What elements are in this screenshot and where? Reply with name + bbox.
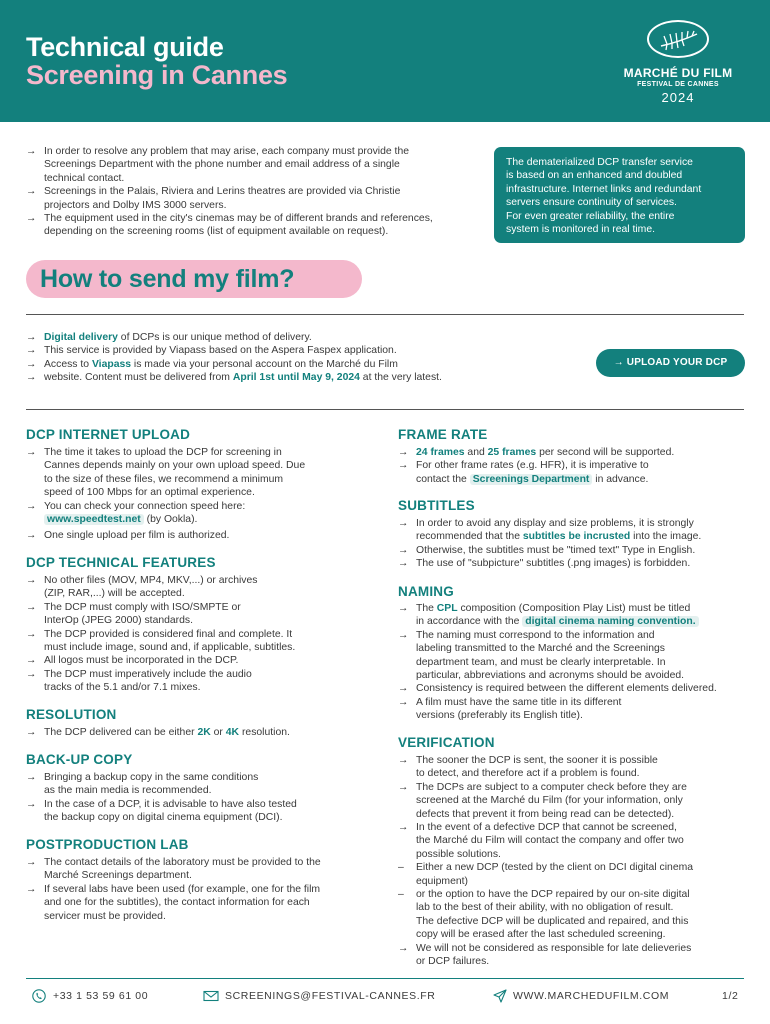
cpl-text: CPL bbox=[436, 603, 458, 614]
list-item: → A film must have the same title in its different versions (preferably its English title). bbox=[398, 696, 622, 722]
list-item: → All logos must be incorporated in the DCP. bbox=[26, 655, 239, 667]
list-item-text: technical contact. bbox=[44, 172, 125, 184]
list-item-text: All logos must be incorporated in the DCP. bbox=[44, 655, 239, 667]
list-item-text: The equipment used in the city's cinemas may be of different brands and references, bbox=[44, 213, 433, 225]
list-item-text: speed of 100 Mbps for an optimal experience. bbox=[44, 487, 255, 499]
section-title-pill bbox=[26, 260, 362, 298]
send-list bbox=[26, 331, 496, 385]
logo-text: MARCHÉ DU FILM bbox=[623, 66, 733, 80]
internet-upload-list bbox=[26, 446, 346, 543]
list-item-text: labeling transmitted to the Marché and the Screenings bbox=[416, 643, 665, 655]
section-title: How to send my film? bbox=[40, 265, 295, 293]
speedtest-link[interactable]: www.speedtest.net bbox=[44, 514, 144, 525]
list-item-text: is made via your personal account on the Marché du Film bbox=[131, 358, 398, 370]
list-item-text: defects that prevent it from being read can be detected). bbox=[416, 808, 675, 820]
heading-dcp-internet-upload: DCP INTERNET UPLOAD bbox=[26, 427, 191, 442]
naming-list bbox=[398, 602, 744, 723]
list-item-text bbox=[44, 447, 305, 498]
resolution-list bbox=[26, 726, 346, 739]
page-number bbox=[722, 989, 746, 1003]
list-item-text: The DCPs are subject to a computer check before they are bbox=[416, 781, 687, 793]
heading-naming: NAMING bbox=[398, 584, 454, 599]
list-item-text: at the very latest. bbox=[359, 372, 442, 384]
list-item-text: resolution. bbox=[239, 727, 290, 738]
list-item-text: the Marché du Film will contact the company and offer two bbox=[416, 835, 684, 847]
list-item: → Consistency is required between the different elements delivered. bbox=[398, 683, 717, 695]
list-item: → The DCP delivered can be either 2K or 4K resolution. bbox=[26, 727, 290, 738]
heading-verification: VERIFICATION bbox=[398, 735, 495, 750]
list-item: – Either a new DCP (tested by the client on DCI digital cinema equipment) bbox=[398, 862, 694, 887]
list-item: → In the case of a DCP, it is advisable to have also tested the backup copy on digital cinema equipment (DCI). bbox=[26, 798, 297, 824]
list-item-text: screened at the Marché du Film (for your information, only bbox=[416, 795, 683, 807]
frame-rate-list bbox=[398, 446, 744, 486]
footer-divider bbox=[26, 978, 744, 979]
list-item-text: or bbox=[210, 727, 226, 738]
list-item: → No other files (MOV, MP4, MKV,...) or archives (ZIP, RAR,...) will be accepted. bbox=[26, 575, 258, 600]
list-item: → The contact details of the laboratory must be provided to the Marché Screenings department. bbox=[26, 857, 321, 882]
list-item-text: the backup copy on digital cinema equipment (DCI). bbox=[44, 812, 283, 824]
frames-24: 24 frames bbox=[416, 447, 465, 458]
list-item-text: The contact details of the laboratory must be provided to the bbox=[44, 857, 321, 868]
list-item: → You can check your connection speed here: www.speedtest.net (by Ookla). bbox=[26, 500, 246, 526]
send-icon bbox=[493, 989, 507, 1003]
list-item-text: projectors and Dolby IMS 3000 servers. bbox=[44, 199, 227, 211]
list-item: → Otherwise, the subtitles must be "timed text" Type in English. bbox=[398, 544, 696, 556]
backup-list bbox=[26, 771, 346, 825]
phone-icon bbox=[32, 989, 46, 1003]
divider bbox=[26, 409, 744, 410]
heading-dcp-technical-features: DCP TECHNICAL FEATURES bbox=[26, 555, 216, 570]
list-item-text: and one for the subtitles), the contact information for each bbox=[44, 897, 310, 909]
logo-subtext: FESTIVAL DE CANNES bbox=[637, 81, 719, 88]
list-item-text: in advance. bbox=[592, 473, 649, 485]
list-item-text: lab to the best of their ability, with no obligation of result. bbox=[416, 902, 674, 914]
list-item: → The use of "subpicture" subtitles (.png images) is forbidden. bbox=[398, 558, 691, 570]
list-item: → Access to Viapass is made via your personal account on the Marché du Film bbox=[26, 358, 398, 370]
technical-features-list bbox=[26, 574, 346, 695]
list-item-text: tracks of the 5.1 and/or 7.1 mixes. bbox=[44, 682, 201, 694]
list-item-text: The DCP delivered can be either bbox=[44, 727, 198, 738]
list-item-text: in accordance with the bbox=[416, 616, 523, 628]
list-item-text: copy will be erased after the last scheduled screening. bbox=[416, 929, 666, 941]
footer-website[interactable] bbox=[493, 989, 693, 1003]
subtitles-incrusted: subtitles be incrusted bbox=[522, 531, 631, 543]
list-item-text: In the case of a DCP, it is advisable to have also tested bbox=[44, 798, 297, 810]
website-url: WWW.MARCHEDUFILM.COM bbox=[513, 990, 670, 1002]
list-item: → In order to resolve any problem that may arise, each company must provide the Screenings Department with the phone number and email address of a single technical contact. bbox=[26, 146, 410, 184]
list-item-text: as the main media is recommended. bbox=[44, 785, 212, 797]
list-item-text: must include image, sound and, if applicable, subtitles. bbox=[44, 642, 296, 654]
list-item-text: Marché Screenings department. bbox=[44, 870, 192, 882]
list-item-text: to detect, and therefore act if a problem is found. bbox=[416, 768, 640, 780]
list-item: → The sooner the DCP is sent, the sooner it is possible to detect, and therefore act if a problem is found. bbox=[398, 755, 658, 780]
list-item-text: In the event of a defective DCP that cannot be screened, bbox=[416, 822, 677, 834]
list-item: → If several labs have been used (for example, one for the film and one for the subtitles), the contact information for each servicer must be provided. bbox=[26, 883, 321, 922]
list-item-text: Bringing a backup copy in the same conditions bbox=[44, 772, 259, 783]
list-item-text: We will not be considered as responsible for late delieveries bbox=[416, 942, 692, 954]
heading-backup-copy: BACK-UP COPY bbox=[26, 752, 133, 767]
phone-number: +33 1 53 59 61 00 bbox=[53, 990, 149, 1002]
list-item: → In the event of a defective DCP that cannot be screened, the Marché du Film will contact the company and offer two possible solutions. bbox=[398, 822, 684, 860]
list-item: – or the option to have the DCP repaired by our on-site digital lab to the best of their ability, with no obligation of result. The defective DCP will be duplicated and repaired, and this copy will be erased after the last scheduled screening. bbox=[398, 889, 690, 941]
list-item-text: For even greater reliability, the entire bbox=[506, 210, 675, 222]
delivery-dates: April 1st until May 9, 2024 bbox=[232, 372, 360, 384]
mail-icon bbox=[203, 989, 219, 1003]
list-item-text: recommended that the bbox=[416, 531, 523, 543]
list-item-text: Either a new DCP (tested by the client on DCI digital cinema bbox=[416, 862, 694, 874]
list-item-text: infrastructure. Internet links and redundant bbox=[506, 183, 702, 195]
list-item-text: You can check your connection speed here: bbox=[44, 500, 246, 512]
list-item-text: The time it takes to upload the DCP for screening in bbox=[44, 447, 282, 458]
upload-dcp-button[interactable]: → UPLOAD YOUR DCP bbox=[596, 349, 745, 377]
list-item-text: Otherwise, the subtitles must be "timed text" Type in English. bbox=[416, 544, 696, 556]
list-item-text: Screenings in the Palais, Riviera and Lerins theatres are provided via Christie bbox=[44, 186, 401, 198]
list-item: → The DCP provided is considered final and complete. It must include image, sound and, if applicable, subtitles. bbox=[26, 628, 296, 654]
viapass-text: Viapass bbox=[91, 358, 132, 370]
list-item-text: The bbox=[416, 603, 437, 614]
lab-list bbox=[26, 856, 361, 923]
list-item-text: contact the bbox=[416, 473, 470, 485]
page-number-text: 1/2 bbox=[722, 990, 739, 1002]
list-item-text: Consistency is required between the different elements delivered. bbox=[416, 683, 717, 695]
list-item: → 24 frames and 25 frames per second will be supported. bbox=[398, 447, 675, 458]
list-item-text: If several labs have been used (for example, one for the film bbox=[44, 883, 321, 895]
list-item-text: The defective DCP will be duplicated and repaired, and this bbox=[416, 915, 689, 927]
list-item-text: system is monitored in real time. bbox=[506, 224, 655, 236]
list-item-text: No other files (MOV, MP4, MKV,...) or archives bbox=[44, 575, 258, 586]
list-item-text: servicer must be provided. bbox=[44, 910, 166, 922]
list-item: → The naming must correspond to the information and labeling transmitted to the Marché and the Screenings department team, and must be clearly interpretable. In particular, abbreviations and acronyms should be avoided. bbox=[398, 629, 685, 682]
list-item: → The DCPs are subject to a computer check before they are screened at the Marché du Film (for your information, only defects that prevent it from being read can be detected). bbox=[398, 781, 687, 820]
list-item-text: In order to avoid any display and size problems, it is strongly bbox=[416, 518, 694, 529]
list-item-text: of DCPs is our unique method of delivery. bbox=[117, 332, 312, 343]
resolution-4k: 4K bbox=[225, 727, 240, 738]
list-item: → The equipment used in the city's cinemas may be of different brands and references, depending on the screening rooms (list of equipment available on request). bbox=[26, 213, 433, 238]
list-item-text: The sooner the DCP is sent, the sooner it is possible bbox=[416, 755, 658, 766]
list-item-text: (ZIP, RAR,...) will be accepted. bbox=[44, 588, 185, 600]
heading-subtitles: SUBTITLES bbox=[398, 498, 475, 513]
list-item-text: to the size of these files, we recommend a minimum bbox=[44, 473, 284, 485]
list-item-text: The DCP must imperatively include the audio bbox=[44, 668, 252, 680]
list-item-text: possible solutions. bbox=[416, 848, 501, 860]
list-item-text: composition (Composition Play List) must be titled bbox=[457, 603, 691, 614]
list-item-text: This service is provided by Viapass based on the Aspera Faspex application. bbox=[44, 345, 397, 357]
palm-logo-icon bbox=[647, 20, 709, 58]
list-item-text: Access to bbox=[44, 358, 92, 370]
marche-du-film-logo bbox=[618, 20, 738, 112]
heading-frame-rate: FRAME RATE bbox=[398, 427, 488, 442]
list-item-text: In order to resolve any problem that may arise, each company must provide the bbox=[44, 146, 410, 157]
list-item: → This service is provided by Viapass based on the Aspera Faspex application. bbox=[26, 345, 397, 357]
screenings-department-link[interactable]: Screenings Department bbox=[470, 474, 593, 485]
page-title: Technical guide bbox=[26, 32, 224, 62]
list-item: → The DCP must comply with ISO/SMPTE or InterOp (JPEG 2000) standards. bbox=[26, 601, 241, 627]
list-item-text: InterOp (JPEG 2000) standards. bbox=[44, 615, 194, 627]
page-subtitle: Screening in Cannes bbox=[26, 60, 288, 90]
list-item-text: depending on the screening rooms (list of equipment available on request). bbox=[44, 226, 389, 238]
list-item-text: The DCP must comply with ISO/SMPTE or bbox=[44, 601, 241, 613]
list-item-text: A film must have the same title in its different bbox=[416, 696, 622, 708]
list-item-text: particular, abbreviations and acronyms should be avoided. bbox=[416, 670, 685, 682]
list-item: → website. Content must be delivered from April 1st until May 9, 2024 at the very latest. bbox=[26, 372, 442, 384]
list-item: → The CPL composition (Composition Play List) must be titled in accordance with the digital cinema naming convention. bbox=[398, 602, 744, 629]
list-item-text: into the image. bbox=[630, 531, 702, 543]
verification-list bbox=[398, 754, 744, 969]
list-item: → The time it takes to upload the DCP for screening in Cannes depends mainly on your own upload speed. Due to the size of these files, we recommend a minimum speed of 100 Mbps for an optimal experience. bbox=[26, 447, 306, 499]
list-item: → Screenings in the Palais, Riviera and Lerins theatres are provided via Christie projectors and Dolby IMS 3000 servers. bbox=[26, 186, 401, 211]
list-item-text: For other frame rates (e.g. HFR), it is imperative to bbox=[416, 460, 649, 472]
info-box bbox=[494, 147, 745, 243]
list-item-text: department team, and must be clearly interpretable. In bbox=[416, 656, 666, 668]
list-item: → We will not be considered as responsible for late delieveries or DCP failures. bbox=[398, 942, 692, 968]
digital-delivery-text: Digital delivery bbox=[44, 332, 118, 343]
subtitles-list bbox=[398, 517, 744, 571]
list-item-text: Screenings Department with the phone number and email address of a single bbox=[44, 159, 400, 171]
list-item-text: versions (preferably its English title). bbox=[416, 710, 583, 722]
list-item: → Digital delivery of DCPs is our unique method of delivery. bbox=[26, 332, 312, 343]
list-item-text: website. Content must be delivered from bbox=[44, 372, 233, 384]
list-item-text: The use of "subpicture" subtitles (.png images) is forbidden. bbox=[416, 558, 691, 570]
list-item-text: or the option to have the DCP repaired by our on-site digital bbox=[416, 889, 690, 901]
naming-convention-link[interactable]: digital cinema naming convention. bbox=[522, 616, 698, 627]
list-item-text: per second will be supported. bbox=[536, 447, 675, 458]
list-item-text: Cannes depends mainly on your own upload speed. Due bbox=[44, 460, 306, 472]
list-item: → One single upload per film is authorized. bbox=[26, 530, 230, 542]
list-item: → Bringing a backup copy in the same conditions as the main media is recommended. bbox=[26, 772, 259, 797]
list-item-text: or DCP failures. bbox=[416, 956, 490, 968]
list-item-text: is based on an enhanced and doubled bbox=[506, 170, 683, 182]
footer-email[interactable] bbox=[203, 989, 453, 1003]
list-item-text: The dematerialized DCP transfer service bbox=[506, 157, 693, 168]
header-banner bbox=[0, 0, 770, 122]
heading-resolution: RESOLUTION bbox=[26, 707, 117, 722]
list-item-text: and bbox=[464, 447, 488, 458]
heading-postproduction-lab: POSTPRODUCTION LAB bbox=[26, 837, 189, 852]
resolution-2k: 2K bbox=[197, 727, 211, 738]
list-item-text: One single upload per film is authorized. bbox=[44, 530, 230, 542]
frames-25: 25 frames bbox=[487, 447, 537, 458]
list-item: → The DCP must imperatively include the audio tracks of the 5.1 and/or 7.1 mixes. bbox=[26, 668, 252, 694]
email-address: SCREENINGS@FESTIVAL-CANNES.FR bbox=[225, 990, 436, 1002]
list-item-text: equipment) bbox=[416, 875, 468, 887]
list-item-text: The naming must correspond to the information and bbox=[416, 629, 655, 641]
list-item: → For other frame rates (e.g. HFR), it is imperative to contact the Screenings Department in advance. bbox=[398, 460, 649, 485]
list-item-text: The DCP provided is considered final and complete. It bbox=[44, 628, 293, 640]
logo-year: 2024 bbox=[661, 90, 695, 105]
list-item-text: (by Ookla). bbox=[143, 514, 198, 526]
list-item: → In order to avoid any display and size problems, it is strongly recommended that the subtitles be incrusted into the image. bbox=[398, 518, 702, 543]
divider bbox=[26, 314, 744, 315]
intro-list bbox=[26, 145, 481, 239]
list-item-text: servers ensure continuity of services. bbox=[506, 197, 677, 209]
footer-phone[interactable] bbox=[32, 989, 162, 1003]
